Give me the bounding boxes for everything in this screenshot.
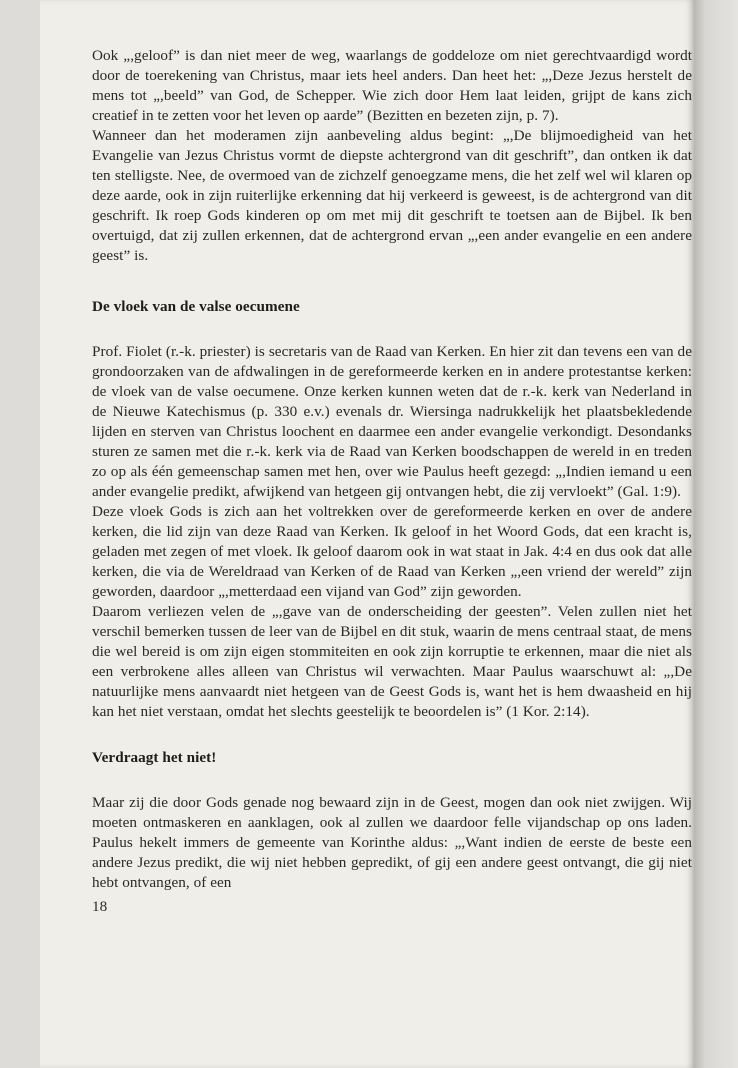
page-number: 18 — [92, 898, 108, 915]
paragraph: Wanneer dan het moderamen zijn aanbeveling aldus begint: „,De blijmoedigheid van het Evangelie van Jezus Christus vormt de diepste achtergrond van dit geschrift”, dan ontken ik dat ten stelligste. Nee, de overmoed van de zichzelf genoegzame mens, die het zelf wel wil klaren op deze aarde, ook in zijn ruiterlijke erkenning dat hij verkeerd is geweest, is de achtergrond van dit geschrift. Ik roep Gods kinderen op om met mij dit geschrift te toetsen aan de Bijbel. Ik ben overtuigd, dat zij zullen erkennen, dat de achtergrond ervan „,een ander evangelie en een andere geest” is. — [92, 127, 692, 264]
paragraph: Maar zij die door Gods genade nog bewaard zijn in de Geest, mogen dan ook niet zwijgen. Wij moeten ontmaskeren en aanklagen, ook al zullen we daardoor felle vijandschap op ons laden. Paulus hekelt immers de gemeente van Korinthe aldus: „,Want indien de eerste de beste een andere Jezus predikt, die wij niet hebben gepredikt, of gij een andere geest ontvangt, die gij niet hebt ontvangen, of een — [92, 794, 692, 891]
paragraph: Deze vloek Gods is zich aan het voltrekken over de gereformeerde kerken en over de andere kerken, die lid zijn van deze Raad van Kerken. Ik geloof in het Woord Gods, dat een kracht is, geladen met zegen of met vloek. Ik geloof daarom ook in wat staat in Jak. 4:4 en dus ook dat alle kerken, die via de Wereldraad van Kerken of de Raad van Kerken „,een vriend der wereld” zijn geworden, daardoor „,metterdaad een vijand van God” zijn geworden. — [92, 503, 692, 600]
paragraph: Prof. Fiolet (r.-k. priester) is secretaris van de Raad van Kerken. En hier zit dan tevens een van de grondoorzaken van de afdwalingen in de gereformeerde kerken en in andere protestantse kerken: de vloek van de valse oecumene. Onze kerken kunnen weten dat de r.-k. kerk van Nederland in de Nieuwe Katechismus (p. 330 e.v.) evenals dr. Wiersinga nadrukkelijk het plaatsbekledende lijden en sterven van Christus loochent en daarmee een ander evangelie verkondigt. Desondanks sturen ze samen met die r.-k. kerk via de Raad van Kerken boodschappen de wereld in en treden zo op als één gemeenschap samen met hen, over wie Paulus heeft gezegd: „,Indien iemand u een ander evangelie predikt, afwijkend van hetgeen gij ontvangen hebt, die zij vervloekt” (Gal. 1:9). — [92, 343, 692, 500]
page-edge-shadow — [695, 0, 738, 1068]
book-page — [40, 0, 695, 1068]
section-heading: De vloek van de valse oecumene — [92, 298, 300, 315]
section-heading: Verdraagt het niet! — [92, 749, 217, 766]
paragraph: Ook „,geloof” is dan niet meer de weg, waarlangs de goddeloze om niet gerechtvaardigd wordt door de toerekening van Christus, maar iets heel anders. Dan heet het: „,Deze Jezus herstelt de mens tot „,beeld” van God, de Schepper. Wie zich door Hem laat leiden, grijpt de kans zich creatief in te zetten voor het leven op aarde” (Bezitten en bezeten zijn, p. 7). — [92, 47, 692, 124]
page-content — [92, 46, 692, 917]
paragraph: Daarom verliezen velen de „,gave van de onderscheiding der geesten”. Velen zullen niet het verschil bemerken tussen de leer van de Bijbel en dit stuk, waarin de mens centraal staat, de mens die wel bereid is om zijn eigen stommiteiten en ook zijn korruptie te erkennen, maar die niet als een verbrokene alles alleen van Christus wil verwachten. Maar Paulus waarschuwt al: „,De natuurlijke mens aanvaardt niet hetgeen van de Geest Gods is, want het is hem dwaasheid en hij kan het niet verstaan, omdat het slechts geestelijk te beoordelen is” (1 Kor. 2:14). — [92, 603, 692, 720]
